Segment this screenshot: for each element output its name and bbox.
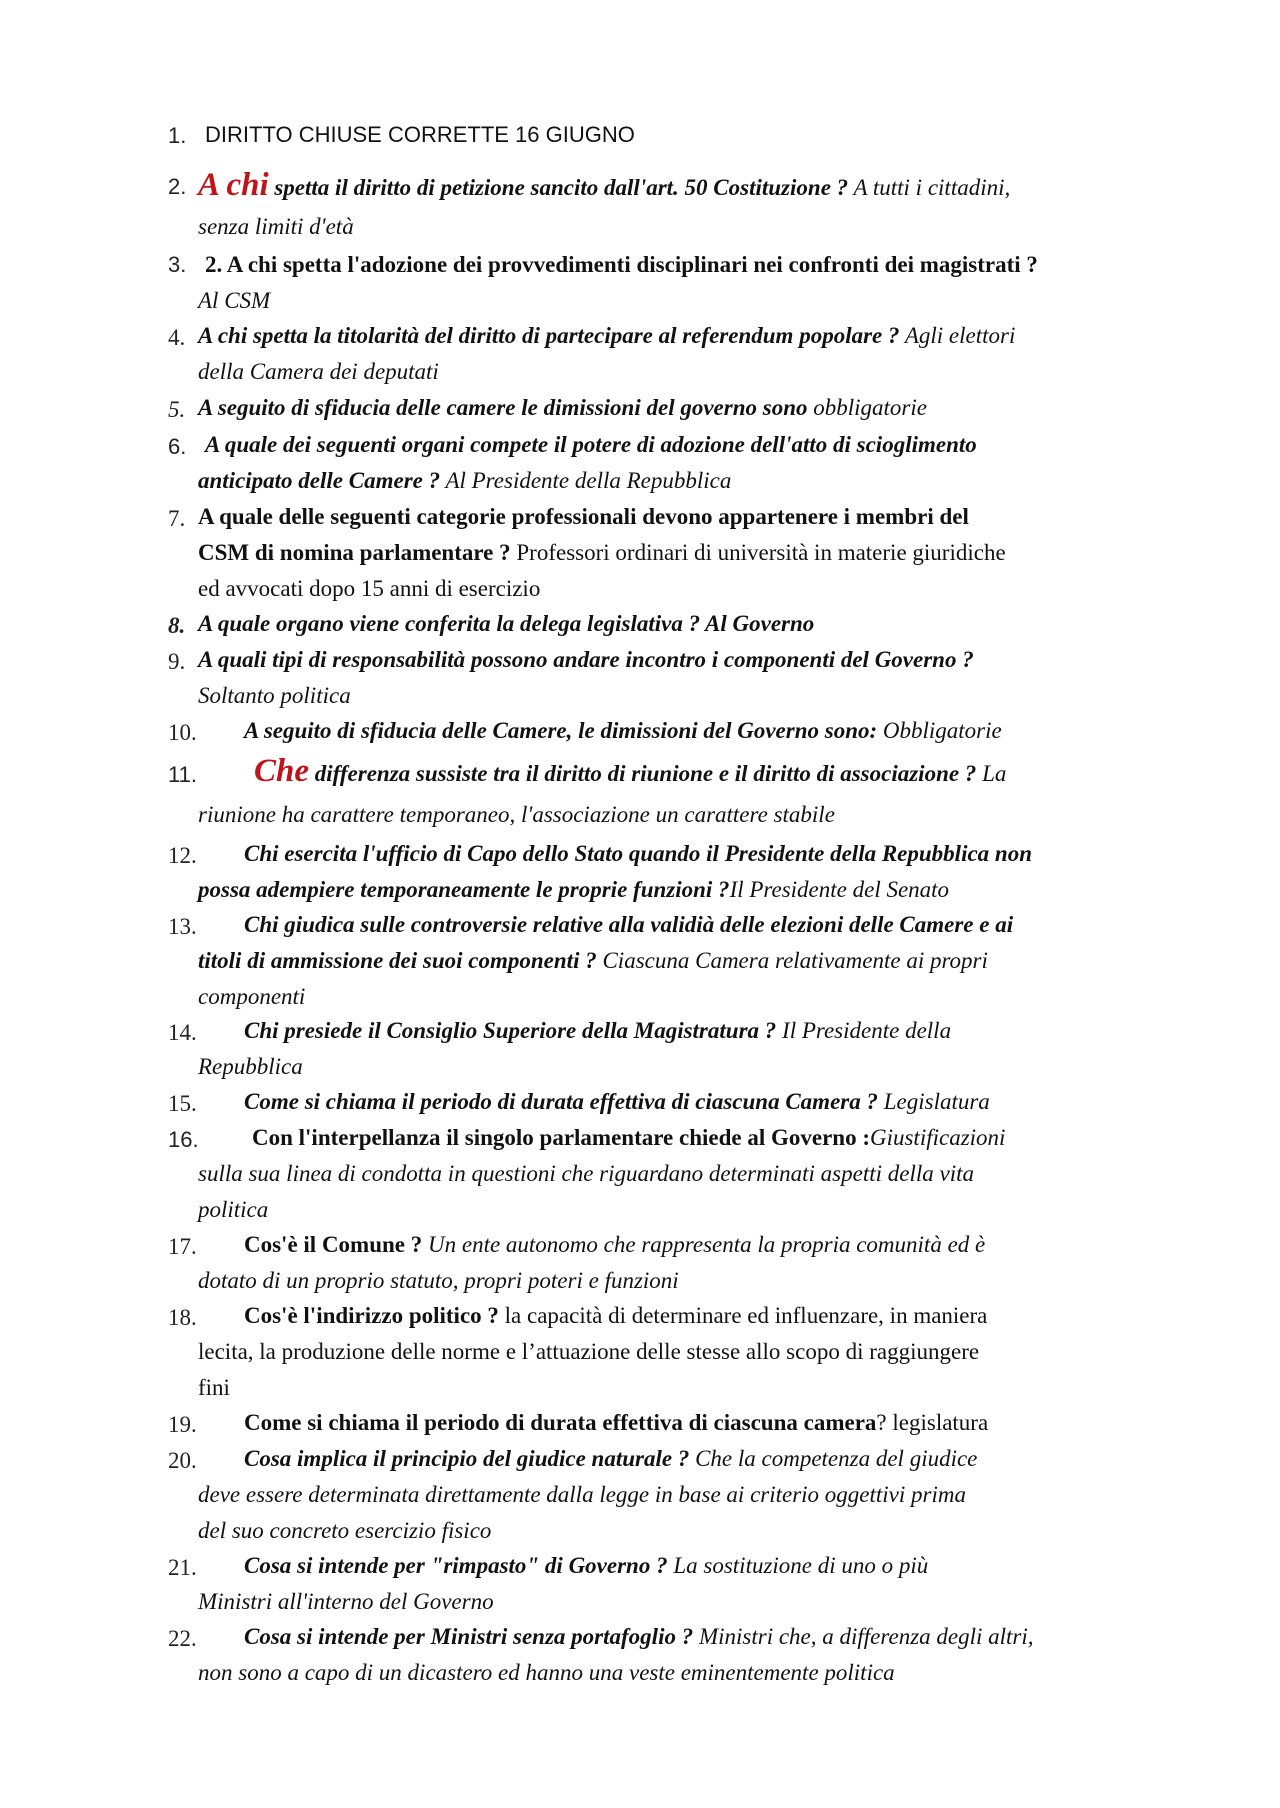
item-number: 4. <box>168 325 186 350</box>
item-number: 13. <box>168 914 197 939</box>
item-number: 8. <box>168 613 186 638</box>
item-number: 15. <box>168 1091 197 1116</box>
item-number: 18. <box>168 1305 197 1330</box>
item-number: 3. <box>168 252 187 277</box>
item-number: 7. <box>168 506 186 531</box>
highlighted-word: A chi <box>198 167 269 203</box>
highlighted-word: Che <box>254 753 310 789</box>
item-number: 14. <box>168 1020 197 1045</box>
item-number: 6. <box>168 434 187 459</box>
item-number: 1. <box>168 123 187 148</box>
item-number: 16. <box>168 1127 199 1152</box>
item-number: 20. <box>168 1448 197 1473</box>
item-number: 19. <box>168 1412 197 1437</box>
item-number: 21. <box>168 1555 197 1580</box>
document-page: 1. DIRITTO CHIUSE CORRETTE 16 GIUGNO 2. A chi spetta il diritto di petizione sancito dall'art. 50 Costituzione ? A tutti i cittadini, senza limiti d'età 3. 2. A chi spetta l'adozione dei provvedimenti disciplinari nei confronti dei magistrati ? Al CSM 4. A chi spetta la titolarità del diritto di partecipare al referendum popolare ? Agli elettori della Camera dei deputati 5. A seguito di sfiducia delle camere le dimissioni del governo sono obbligatorie 6. A quale dei seguenti organi compete il potere di adozione dell'atto di scioglimento anticipato delle Camere ? Al Presidente della Repubblica 7. A quale delle seguenti categorie professionali devono appartenere i membri del CSM di nomina parlamentare ? Professori ordinari di università in materie giuridiche ed avvocati dopo 15 anni di esercizio 8. A quale organo viene conferita la delega legislativa ? Al Governo 9. A quali tipi di responsabilità possono andare incontro i componenti del Governo ? Soltanto politica 10. A seguito di sfiducia delle Camere, le dimissioni del Governo sono: Obbligatorie 11. Che differenza sussiste tra il diritto di riunione e il diritto di associazione ? La riunione ha carattere temporaneo, l'associazione un carattere stabile 12. Chi esercita l'ufficio di Capo dello Stato quando il Presidente della Repubblica non possa adempiere temporaneamente le proprie funzioni ?Il Presidente del Senato 13. Chi giudica sulle controversie relative alla validià delle elezioni delle Camere e ai titoli di ammissione dei suoi componenti ? Ciascuna Camera relativamente ai propri componenti 14. Chi presiede il Consiglio Superiore della Magistratura ? Il Presidente della Repubblica 15. Come si chiama il periodo di durata effettiva di ciascuna Camera ? Legislatura 16. Con l'interpellanza il singolo parlamentare chiede al Governo :Giustificazioni sulla sua linea di condotta in questioni che riguardano determinati aspetti della vita politica 17. Cos'è il Comune ? Un ente autonomo che rappresenta la propria comunità ed è dotato di un proprio statuto, propri poteri e funzioni 18. Cos'è l'indirizzo politico ? la capacità di determinare ed influenzare, in maniera lecita, la produzione delle norme e l’attuazione delle stesse allo scopo di raggiungere fini 19. Come si chiama il periodo di durata effettiva di ciascuna camera? legislatura 20. Cosa implica il principio del giudice naturale ? Che la competenza del giudice deve essere determinata direttamente dalla legge in base ai criterio oggettivi prima del suo concreto esercizio fisico 21. Cosa si intende per "rimpasto" di Governo ? La sostituzione di uno o più Ministri all'interno del Governo 22. Cosa si intende per Ministri senza portafoglio ? Ministri che, a differenza degli altri, non sono a capo di un dicastero ed hanno una veste eminentemente politica <box>168 122 1038 1685</box>
item-number: 9. <box>168 649 186 674</box>
item-number: 12. <box>168 843 197 868</box>
item-number: 10. <box>168 720 197 745</box>
item-number: 17. <box>168 1234 197 1259</box>
item-number: 2. <box>168 174 187 199</box>
item-number: 11. <box>168 762 197 787</box>
document-title: DIRITTO CHIUSE CORRETTE 16 GIUGNO <box>205 122 635 147</box>
item-number: 22. <box>168 1626 197 1651</box>
item-number: 5. <box>168 397 186 422</box>
